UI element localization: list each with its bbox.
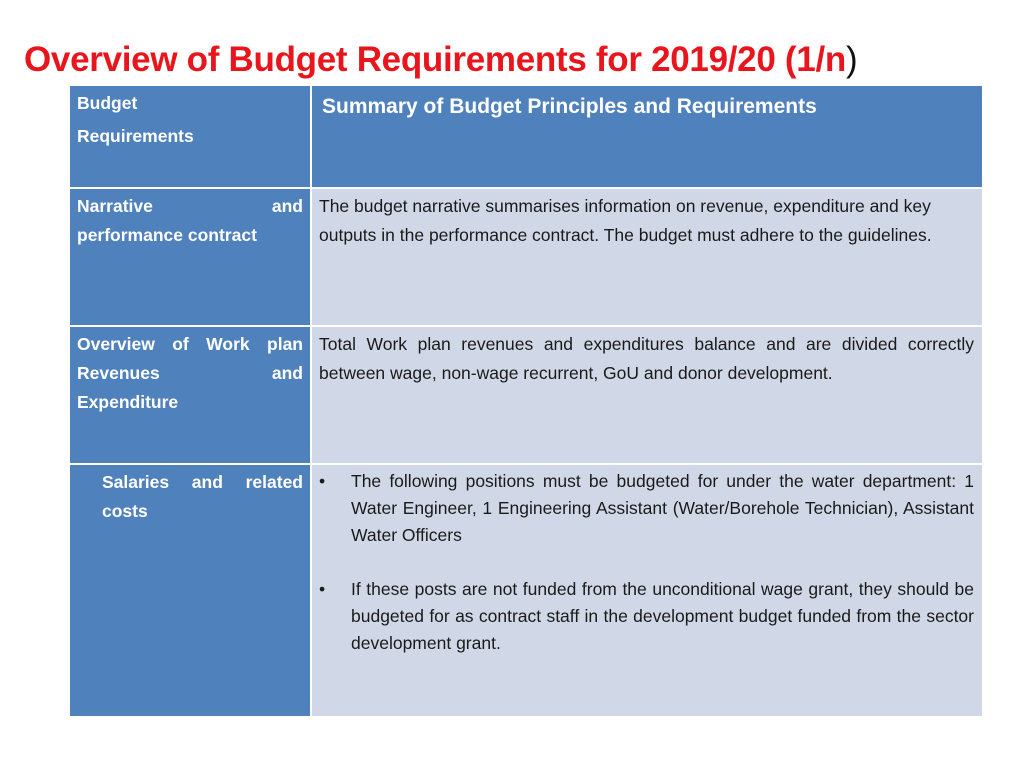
header-col1-line2: Requirements: [77, 126, 194, 146]
slide-title: [24, 40, 857, 80]
table-row: [69, 326, 983, 464]
label-line: Expenditure: [77, 392, 179, 412]
row-description: The budget narrative summarises information on revenue, expenditure and key outputs in the performance contract. The budget must adhere to the guidelines.: [319, 196, 932, 245]
row-label-narrative: [69, 188, 311, 326]
label-word: Revenues: [77, 363, 160, 383]
label-line: performance contract: [77, 225, 257, 245]
budget-requirements-table: [68, 84, 984, 718]
slide-title-close: ): [845, 40, 858, 79]
header-col1-line1: Budget: [77, 93, 138, 113]
table-row: [69, 188, 983, 326]
label-line: Overview of Work plan: [77, 334, 303, 354]
label-word: and: [271, 196, 303, 216]
label-line: Salaries and related: [102, 472, 303, 492]
row-text-narrative: [311, 188, 983, 326]
list-item: • The following positions must be budgeted for under the water department: 1 Water Engineer, 1 Engineering Assistant (Water/Borehole Technician), Assistant Water Officers: [319, 468, 974, 549]
list-item: • If these posts are not funded from the unconditional wage grant, they should be budgeted for as contract staff in the development budget funded from the sector development grant.: [319, 576, 974, 657]
header-cell-summary: Summary of Budget Principles and Requirements: [311, 85, 983, 188]
label-line: costs: [102, 501, 148, 521]
label-word: Narrative: [77, 196, 153, 216]
label-line-split: [77, 192, 303, 221]
label-word: and: [271, 363, 303, 383]
bullet-list: [319, 468, 974, 657]
slide-title-main: Overview of Budget Requirements for 2019/20 (1/n: [24, 40, 846, 79]
row-description: Total Work plan revenues and expenditures balance and are divided correctly between wage, non-wage recurrent, GoU and donor development.: [319, 334, 974, 383]
row-label-overview: [69, 326, 311, 464]
row-text-overview: [311, 326, 983, 464]
table-header-row: [69, 85, 983, 188]
row-label-salaries: [69, 464, 311, 717]
label-block: [77, 468, 303, 526]
label-line-split: [77, 359, 303, 388]
table-row: [69, 464, 983, 717]
header-cell-budget-requirements: [69, 85, 311, 188]
row-text-salaries: [311, 464, 983, 717]
